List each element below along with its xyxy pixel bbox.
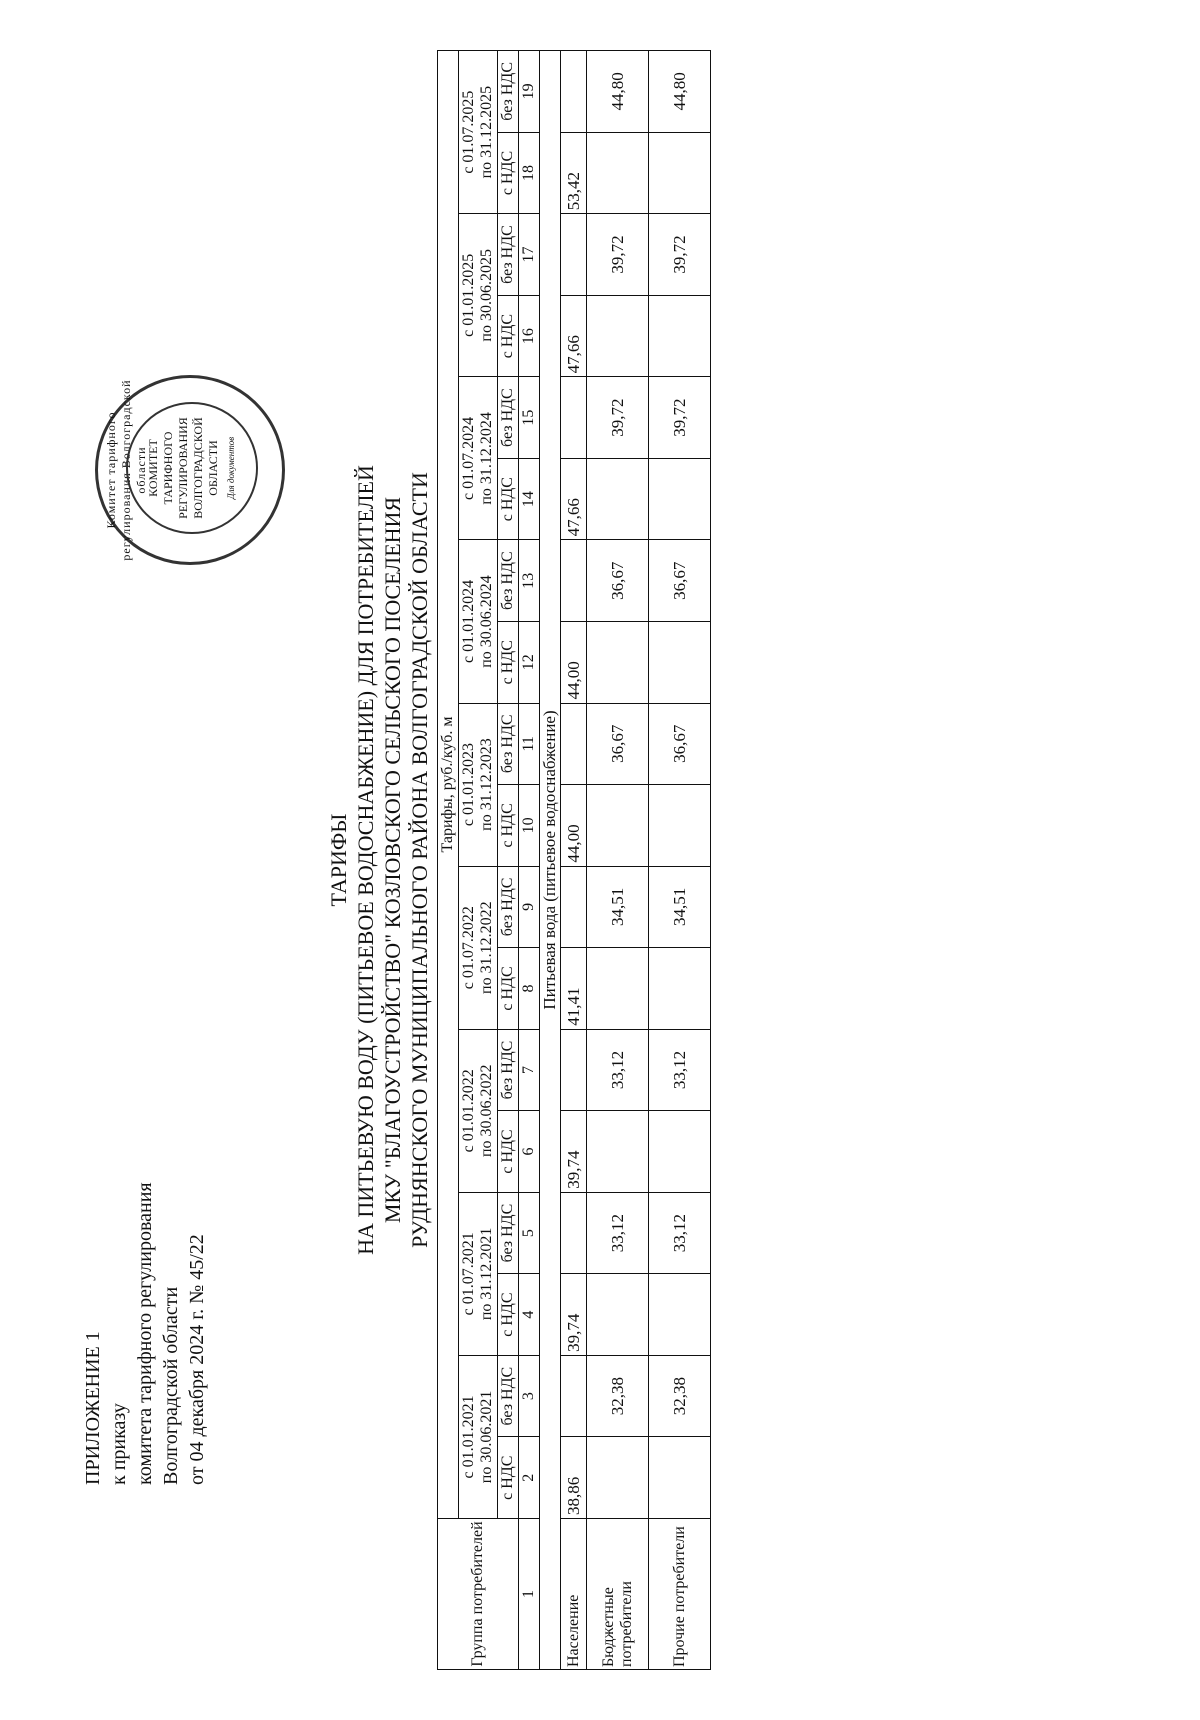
tariff-with-vat: 53,42 <box>561 132 587 214</box>
seal-inner <box>126 402 258 534</box>
vat-included-header: с НДС <box>498 132 519 214</box>
seal-note: Для документов <box>225 436 236 500</box>
tariff-with-vat: 39,74 <box>561 1111 587 1193</box>
tariff-without-vat: 32,38 <box>587 1355 649 1437</box>
column-number: 8 <box>519 948 540 1030</box>
appendix-block <box>80 935 210 1635</box>
seal-line-5: ОБЛАСТИ <box>205 440 220 496</box>
appendix-region: Волгоградской области <box>160 1286 182 1485</box>
seal-line-3: РЕГУЛИРОВАНИЯ <box>175 417 190 519</box>
vat-included-header: с НДС <box>498 295 519 377</box>
table-row <box>649 51 711 1670</box>
document-title <box>325 140 433 1580</box>
vat-included-header: с НДС <box>498 621 519 703</box>
column-number: 6 <box>519 1111 540 1193</box>
tariff-without-vat-empty <box>561 377 587 459</box>
title-line-4: РУДНЯНСКОГО МУНИЦИПАЛЬНОГО РАЙОНА ВОЛГОГРАДСКОЙ ОБЛАСТИ <box>407 472 432 1248</box>
title-line-2: НА ПИТЬЕВУЮ ВОДУ (ПИТЬЕВОЕ ВОДОСНАБЖЕНИЕ) ДЛЯ ПОТРЕБИТЕЛЕЙ <box>353 465 378 1255</box>
column-number: 2 <box>519 1437 540 1519</box>
period-to: по 31.12.2025 <box>478 85 495 179</box>
column-number: 5 <box>519 1192 540 1274</box>
period-to: по 31.12.2023 <box>478 738 495 831</box>
tariff-without-vat: 44,80 <box>649 51 711 133</box>
official-seal <box>95 375 285 565</box>
vat-excluded-header: без НДС <box>498 214 519 296</box>
tariff-with-vat-empty <box>649 295 711 377</box>
tariff-without-vat-empty <box>561 540 587 622</box>
tariff-without-vat-empty <box>561 51 587 133</box>
consumer-group: Бюджетные потребители <box>587 1518 649 1669</box>
period-to: по 30.06.2024 <box>478 575 495 668</box>
vat-included-header: с НДС <box>498 948 519 1030</box>
header-row-numbers <box>519 51 540 1670</box>
tariff-with-vat-empty <box>587 1437 649 1519</box>
column-number: 9 <box>519 866 540 948</box>
tariff-with-vat: 41,41 <box>561 948 587 1030</box>
period-header <box>459 1355 498 1518</box>
tariffs-table <box>437 50 711 1670</box>
tariff-with-vat-empty <box>649 948 711 1030</box>
appendix-order: к приказу <box>108 1403 130 1485</box>
vat-included-header: с НДС <box>498 1437 519 1519</box>
column-number: 18 <box>519 132 540 214</box>
title-line-3: МКУ "БЛАГОУСТРОЙСТВО" КОЗЛОВСКОГО СЕЛЬСКОГО ПОСЕЛЕНИЯ <box>380 496 405 1224</box>
period-header <box>459 540 498 703</box>
vat-included-header: с НДС <box>498 785 519 867</box>
tariff-without-vat: 36,67 <box>649 540 711 622</box>
column-number: 3 <box>519 1355 540 1437</box>
tariff-with-vat-empty <box>649 1111 711 1193</box>
tariff-without-vat: 33,12 <box>587 1029 649 1111</box>
tariff-with-vat-empty <box>587 1111 649 1193</box>
tariff-without-vat: 39,72 <box>587 214 649 296</box>
period-to: по 30.06.2022 <box>478 1064 495 1158</box>
tariff-with-vat-empty <box>649 132 711 214</box>
tariff-without-vat: 33,12 <box>587 1192 649 1274</box>
tariff-without-vat-empty <box>561 1192 587 1274</box>
tariff-without-vat: 36,67 <box>587 540 649 622</box>
period-header <box>459 51 498 214</box>
period-from: с 01.07.2024 <box>460 416 477 500</box>
tariff-without-vat: 34,51 <box>649 866 711 948</box>
consumer-group: Прочие потребители <box>649 1518 711 1669</box>
vat-included-header: с НДС <box>498 1274 519 1356</box>
section-title: Питьевая вода (питьевое водоснабжение) <box>540 51 561 1670</box>
vat-excluded-header: без НДС <box>498 540 519 622</box>
tariff-with-vat-empty <box>649 458 711 540</box>
period-header <box>459 1029 498 1192</box>
vat-excluded-header: без НДС <box>498 866 519 948</box>
tariff-with-vat-empty <box>587 295 649 377</box>
period-from: с 01.01.2022 <box>460 1069 477 1153</box>
table-row <box>561 51 587 1670</box>
tariff-with-vat: 47,66 <box>561 295 587 377</box>
tariff-with-vat-empty <box>587 132 649 214</box>
tariff-without-vat-empty <box>561 1355 587 1437</box>
vat-included-header: с НДС <box>498 1111 519 1193</box>
tariff-without-vat-empty <box>561 214 587 296</box>
tariff-without-vat: 34,51 <box>587 866 649 948</box>
tariff-without-vat: 33,12 <box>649 1029 711 1111</box>
tariff-without-vat-empty <box>561 1029 587 1111</box>
column-number: 16 <box>519 295 540 377</box>
period-header <box>459 214 498 377</box>
column-number: 14 <box>519 458 540 540</box>
period-to: по 30.06.2021 <box>478 1390 495 1484</box>
tariff-with-vat-empty <box>649 1437 711 1519</box>
period-from: с 01.07.2021 <box>460 1232 477 1316</box>
tariff-with-vat: 47,66 <box>561 458 587 540</box>
tariff-without-vat: 36,67 <box>649 703 711 785</box>
tariff-without-vat: 39,72 <box>587 377 649 459</box>
period-to: по 30.06.2025 <box>478 249 495 342</box>
vat-excluded-header: без НДС <box>498 377 519 459</box>
vat-included-header: с НДС <box>498 458 519 540</box>
column-number: 13 <box>519 540 540 622</box>
column-number: 12 <box>519 621 540 703</box>
period-to: по 31.12.2021 <box>478 1227 495 1321</box>
header-row-tariffs <box>438 51 459 1670</box>
vat-excluded-header: без НДС <box>498 51 519 133</box>
column-number: 7 <box>519 1029 540 1111</box>
tariff-with-vat: 44,00 <box>561 785 587 867</box>
tariff-without-vat-empty <box>561 866 587 948</box>
tariff-without-vat: 36,67 <box>587 703 649 785</box>
vat-excluded-header: без НДС <box>498 1192 519 1274</box>
tariff-without-vat: 33,12 <box>649 1192 711 1274</box>
tariffs-header: Тарифы, руб./куб. м <box>438 51 459 1519</box>
tariff-with-vat-empty <box>649 785 711 867</box>
column-number: 11 <box>519 703 540 785</box>
seal-line-1: КОМИТЕТ <box>145 439 160 497</box>
tariff-without-vat: 39,72 <box>649 214 711 296</box>
seal-line-2: ТАРИФНОГО <box>160 431 175 505</box>
vat-excluded-header: без НДС <box>498 703 519 785</box>
tariff-without-vat: 32,38 <box>649 1355 711 1437</box>
appendix-title: ПРИЛОЖЕНИЕ 1 <box>82 1331 104 1485</box>
tariff-without-vat-empty <box>561 703 587 785</box>
tariff-with-vat-empty <box>587 621 649 703</box>
tariff-with-vat-empty <box>587 948 649 1030</box>
period-to: по 31.12.2024 <box>478 412 495 505</box>
header-row-periods <box>459 51 498 1670</box>
tariff-with-vat-empty <box>587 785 649 867</box>
column-number: 10 <box>519 785 540 867</box>
tariff-without-vat: 44,80 <box>587 51 649 133</box>
group-header: Группа потребителей <box>438 1518 519 1669</box>
period-header <box>459 1192 498 1355</box>
period-from: с 01.01.2025 <box>460 253 477 337</box>
section-row <box>540 51 561 1670</box>
period-from: с 01.07.2022 <box>460 906 477 990</box>
title-line-1: ТАРИФЫ <box>326 813 351 907</box>
period-header <box>459 703 498 866</box>
period-header <box>459 866 498 1029</box>
tariff-with-vat: 39,74 <box>561 1274 587 1356</box>
appendix-date: от 04 декабря 2024 г. № 45/22 <box>186 1234 208 1485</box>
column-number: 17 <box>519 214 540 296</box>
column-number: 19 <box>519 51 540 133</box>
period-from: с 01.01.2023 <box>460 743 477 827</box>
vat-excluded-header: без НДС <box>498 1029 519 1111</box>
table-row <box>587 51 649 1670</box>
seal-line-4: ВОЛГОГРАДСКОЙ <box>190 417 205 519</box>
seal-ring-text: Комитет тарифного регулирования Волгоградской области <box>104 379 148 561</box>
appendix-committee: комитета тарифного регулирования <box>134 1182 156 1485</box>
period-from: с 01.01.2024 <box>460 579 477 664</box>
tariff-with-vat: 38,86 <box>561 1437 587 1519</box>
column-number: 4 <box>519 1274 540 1356</box>
tariff-with-vat: 44,00 <box>561 621 587 703</box>
period-from: с 01.01.2021 <box>460 1395 477 1479</box>
header-row-vat <box>498 51 519 1670</box>
consumer-group: Население <box>561 1518 587 1669</box>
column-number: 15 <box>519 377 540 459</box>
vat-excluded-header: без НДС <box>498 1355 519 1437</box>
tariff-with-vat-empty <box>587 1274 649 1356</box>
tariff-with-vat-empty <box>587 458 649 540</box>
tariff-with-vat-empty <box>649 621 711 703</box>
period-from: с 01.07.2025 <box>460 90 477 174</box>
tariff-without-vat: 39,72 <box>649 377 711 459</box>
period-header <box>459 377 498 540</box>
tariff-with-vat-empty <box>649 1274 711 1356</box>
period-to: по 31.12.2022 <box>478 901 495 994</box>
column-number: 1 <box>519 1518 540 1669</box>
